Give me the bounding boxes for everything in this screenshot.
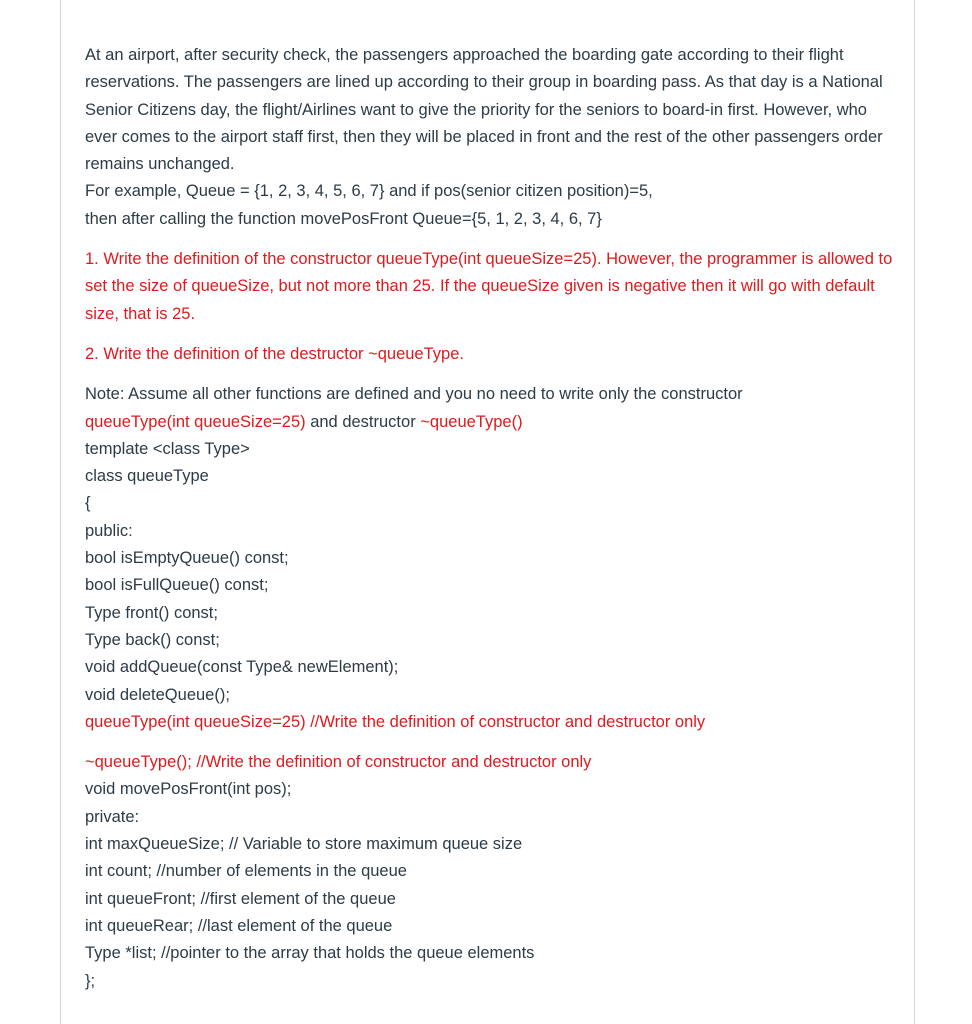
code-private: private:: [85, 807, 140, 826]
code-queue-rear: int queueRear; //last element of the queue: [85, 916, 393, 935]
code-move-pos-front: void movePosFront(int pos);: [85, 780, 292, 799]
code-constructor: queueType(int queueSize=25) //Write the definition of constructor and destructor only: [85, 712, 706, 731]
note-line-1: Note: Assume all other functions are defined and you no need to write only the constructor: [85, 385, 743, 404]
code-public: public:: [85, 521, 133, 540]
code-is-full: bool isFullQueue() const;: [85, 576, 269, 595]
intro-paragraph: At an airport, after security check, the passengers approached the boarding gate according to their flight reservations. The passengers are lined up according to their group in boarding pass. As that day is a National Senior Citizens day, the flight/Airlines want to give the priority for the seniors to board-in first. However, who ever comes to the airport staff first, then they will be placed in front and the rest of the other passengers order remains unchanged.: [85, 46, 883, 174]
code-class-decl: class queueType: [85, 467, 209, 486]
code-destructor: ~queueType(); //Write the definition of constructor and destructor only: [85, 753, 592, 772]
code-delete-queue: void deleteQueue();: [85, 685, 230, 704]
example-line-2: then after calling the function movePosFront Queue={5, 1, 2, 3, 4, 6, 7}: [85, 209, 602, 228]
code-back: Type back() const;: [85, 630, 220, 649]
code-front: Type front() const;: [85, 603, 218, 622]
note-and-destructor: and destructor: [305, 412, 421, 431]
code-max-queue-size: int maxQueueSize; // Variable to store maximum queue size: [85, 835, 523, 854]
code-close-brace: };: [85, 971, 96, 990]
note-destructor: ~queueType(): [420, 412, 523, 431]
question-content: [85, 42, 900, 995]
code-open-brace: {: [85, 494, 91, 513]
task-2: 2. Write the definition of the destructor ~queueType.: [85, 344, 464, 363]
code-is-empty: bool isEmptyQueue() const;: [85, 549, 289, 568]
code-add-queue: void addQueue(const Type& newElement);: [85, 658, 399, 677]
code-queue-front: int queueFront; //first element of the queue: [85, 889, 396, 908]
task-1: 1. Write the definition of the constructor queueType(int queueSize=25). However, the programmer is allowed to set the size of queueSize, but not more than 25. If the queueSize given is negative then it will go with default size, that is 25.: [85, 250, 893, 323]
code-list: Type *list; //pointer to the array that holds the queue elements: [85, 944, 535, 963]
note-line-2: [85, 409, 900, 436]
note-constructor: queueType(int queueSize=25): [85, 412, 306, 431]
code-template: template <class Type>: [85, 439, 250, 458]
class-code-block: [85, 436, 900, 995]
code-count: int count; //number of elements in the queue: [85, 862, 407, 881]
example-line-1: For example, Queue = {1, 2, 3, 4, 5, 6, 7} and if pos(senior citizen position)=5,: [85, 182, 653, 201]
